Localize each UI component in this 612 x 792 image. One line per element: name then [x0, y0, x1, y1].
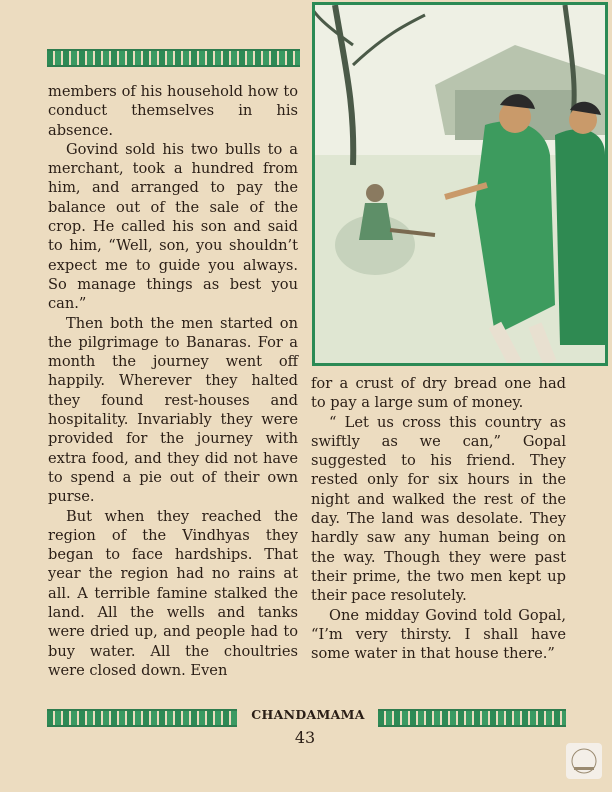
paragraph: members of his household how to conduct themselves in his absence. [48, 83, 298, 139]
left-text-column [48, 82, 298, 680]
decorative-border-bottom-left [47, 709, 237, 727]
magazine-title: CHANDAMAMA [251, 707, 365, 722]
paragraph: “ Let us cross this country as swiftly as we can,” Gopal suggested to his friend. They rested only for six hours in the night and walked the rest of the day. The land was desolate. They hardly saw any human being on the way. Though they were past their prime, the two men kept up their pace resolutely. [311, 413, 566, 605]
paragraph: Govind sold his two bulls to a merchant, took a hundred from him, and arranged to pay the balance out of the sale of the crop. He called his son and said to him, “Well, son, you shouldn’t expect me to guide you always. So manage things as best you can.” [48, 140, 298, 313]
paragraph: One midday Govind told Gopal, “I’m very thirsty. I shall have some water in that house there.” [311, 606, 566, 663]
decorative-border-bottom-right [378, 709, 566, 727]
decorative-border-top [47, 49, 300, 67]
paragraph: for a crust of dry bread one had to pay a large sum of money. [311, 375, 566, 412]
illustration-drawing [315, 5, 605, 363]
paragraph: Then both the men started on the pilgrimage to Banaras. For a month the journey went off happily. Wherever they halted they found rest-houses and hospitality. Invariably they were provided for the journey with extra food, and they did not have to spend a pie out of their own purse. [48, 314, 298, 506]
page-number: 43 [294, 728, 316, 747]
paragraph: But when they reached the region of the Vindhyas they began to face hardships. That year the region had no rains at all. A terrible famine stalked the land. All the wells and tanks were dried up, and people had to buy water. All the choultries were closed down. Even [48, 507, 298, 679]
right-text-column [311, 374, 566, 663]
story-illustration [312, 2, 608, 366]
logo-stamp [566, 743, 602, 779]
